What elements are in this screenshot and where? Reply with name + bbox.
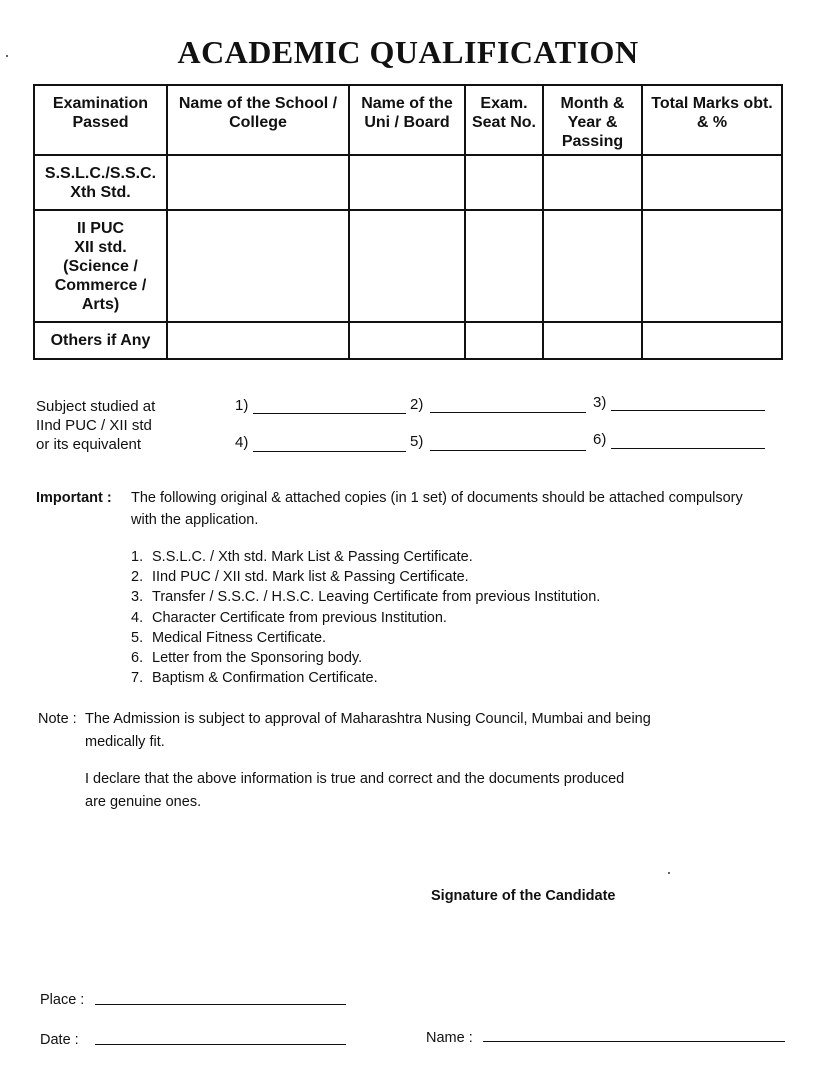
date-field-line[interactable] [95,1044,346,1045]
row-label [34,322,167,359]
document-list-item [131,569,469,585]
note-text-line: medically fit. [85,734,165,750]
subject-blank-line[interactable] [430,412,586,413]
list-text: IInd PUC / XII std. Mark list & Passing Certificate. [152,569,469,585]
subject-number: 5) [410,433,424,450]
column-header: Month & Year & Passing [543,85,642,155]
column-header: Name of the School / College [167,85,349,155]
column-header: Examination Passed [34,85,167,155]
row-label-line: Commerce / [54,276,147,294]
table-header-row [34,85,782,155]
important-label: Important : [36,490,112,506]
blank-cell[interactable] [543,155,642,210]
list-number: 7. [131,670,144,686]
signature-label: Signature of the Candidate [431,888,616,904]
blank-cell[interactable] [465,210,543,322]
note-text-line: The Admission is subject to approval of Maharashtra Nusing Council, Mumbai and being [85,711,651,727]
subject-number: 2) [410,396,424,413]
subjects-label-line: IInd PUC / XII std [36,417,152,434]
row-label-line: Others if Any [50,332,151,349]
column-header: Total Marks obt. & % [642,85,782,155]
row-label-line: Arts) [81,295,120,313]
place-label: Place : [40,992,85,1008]
document-list-item [131,610,447,626]
blank-cell[interactable] [465,322,543,359]
subject-blank-line[interactable] [611,448,765,449]
subject-blank-line[interactable] [253,413,406,414]
speck [668,872,670,874]
document-list-item [131,630,326,646]
blank-cell[interactable] [543,210,642,322]
list-text: Medical Fitness Certificate. [152,630,327,646]
blank-cell[interactable] [349,210,465,322]
subject-number: 1) [235,397,249,414]
blank-cell[interactable] [465,155,543,210]
subject-number: 3) [593,394,607,411]
blank-cell[interactable] [167,322,349,359]
blank-cell[interactable] [349,155,465,210]
note-text [85,708,651,754]
blank-cell[interactable] [349,322,465,359]
subjects-label [36,397,155,454]
important-text-line: with the application. [131,512,259,528]
table-row [34,210,782,322]
document-list-item [131,549,473,565]
blank-cell[interactable] [543,322,642,359]
table-row [34,155,782,210]
column-header: Exam. Seat No. [465,85,543,155]
list-number: 4. [131,610,144,626]
name-field-line[interactable] [483,1041,785,1042]
subject-number: 6) [593,431,607,448]
document-list-item [131,650,362,666]
list-text: Baptism & Confirmation Certificate. [152,670,378,686]
document-list-item [131,589,600,605]
subject-blank-line[interactable] [611,410,765,411]
list-number: 5. [131,630,144,646]
row-label [34,210,167,322]
date-label: Date : [40,1032,79,1048]
list-text: Transfer / S.S.C. / H.S.C. Leaving Certificate from previous Institution. [152,589,601,605]
list-text: Letter from the Sponsoring body. [152,650,363,666]
row-label [34,155,167,210]
blank-cell[interactable] [167,155,349,210]
place-field-line[interactable] [95,1004,346,1005]
list-number: 1. [131,549,144,565]
subject-blank-line[interactable] [253,451,406,452]
qualification-table [33,84,783,360]
list-number: 6. [131,650,144,666]
blank-cell[interactable] [642,210,782,322]
subject-number: 4) [235,434,249,451]
row-label-line: XII std. [74,238,127,256]
document-list-item [131,670,378,686]
list-text: Character Certificate from previous Institution. [152,610,447,626]
subject-blank-line[interactable] [430,450,586,451]
row-label-line: II PUC [76,219,125,237]
blank-cell[interactable] [642,322,782,359]
row-label-line: Xth Std. [70,183,131,201]
subjects-label-line: or its equivalent [36,436,142,453]
declaration-text [85,768,624,814]
row-label-line: (Science / [63,257,138,275]
list-text: S.S.L.C. / Xth std. Mark List & Passing Certificate. [152,549,473,565]
declaration-line: I declare that the above information is true and correct and the documents produced [85,771,625,787]
important-text [131,487,743,531]
page-title: ACADEMIC QUALIFICATION [177,34,639,70]
list-number: 2. [131,569,144,585]
blank-cell[interactable] [642,155,782,210]
blank-cell[interactable] [167,210,349,322]
declaration-line: are genuine ones. [85,794,202,810]
note-label: Note : [38,711,77,727]
name-label: Name : [426,1030,473,1046]
row-label-line: S.S.L.C./S.S.C. [44,164,157,182]
important-text-line: The following original & attached copies (in 1 set) of documents should be attached compulsory [131,490,743,506]
subjects-label-line: Subject studied at [36,398,156,415]
table-row [34,322,782,359]
column-header: Name of the Uni / Board [349,85,465,155]
list-number: 3. [131,589,144,605]
